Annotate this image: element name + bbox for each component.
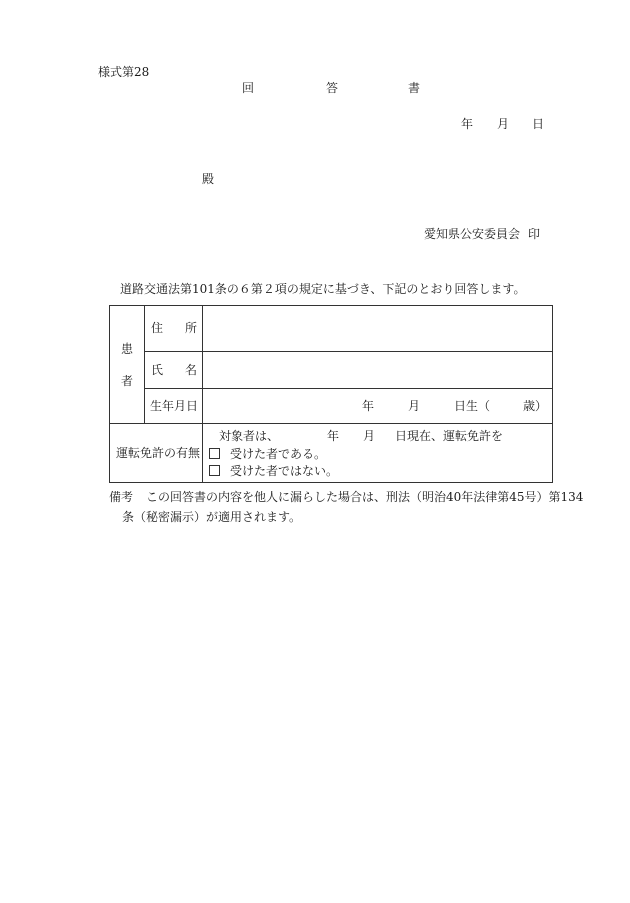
license-label-cell bbox=[110, 424, 203, 483]
name-label-char-2: 名 bbox=[185, 363, 198, 377]
address-label-char-1: 住 bbox=[151, 321, 164, 335]
subject-label-char-2: 者 bbox=[120, 373, 133, 388]
title-char-3: 書 bbox=[408, 81, 421, 95]
license-label: 運転免許の有無 bbox=[116, 446, 201, 460]
birth-year: 年 bbox=[362, 399, 375, 413]
document-title bbox=[0, 82, 630, 96]
name-label-cell bbox=[145, 352, 203, 389]
address-label-cell bbox=[145, 306, 203, 352]
option-received-label: 受けた者である。 bbox=[230, 447, 327, 461]
intro-text: 道路交通法第101条の６第２項の規定に基づき、下記のとおり回答します。 bbox=[120, 282, 526, 296]
note-line-1: この回答書の内容を他人に漏らした場合は、刑法（明治40年法律第45号）第134 bbox=[146, 490, 584, 504]
note-line-2: 条（秘密漏示）が適用されます。 bbox=[122, 510, 302, 524]
title-char-2: 答 bbox=[326, 81, 339, 95]
license-value-cell bbox=[203, 424, 553, 483]
address-row bbox=[110, 306, 553, 352]
note-label: 備考 bbox=[109, 490, 134, 504]
date-year: 年 bbox=[461, 117, 474, 131]
subject-table bbox=[109, 305, 553, 483]
address-label-char-2: 所 bbox=[185, 321, 198, 335]
address-value-cell[interactable] bbox=[203, 306, 553, 352]
birthdate-value-cell[interactable] bbox=[203, 389, 553, 424]
name-row bbox=[110, 352, 553, 389]
seal-mark: 印 bbox=[528, 227, 541, 241]
name-value-cell[interactable] bbox=[203, 352, 553, 389]
birth-day: 日生（ bbox=[454, 399, 491, 413]
license-line1-suffix: 日現在、運転免許を bbox=[395, 429, 504, 443]
date-day: 日 bbox=[532, 117, 545, 131]
issuer: 愛知県公安委員会 bbox=[424, 227, 521, 241]
license-line1-year: 年 bbox=[327, 429, 340, 443]
birthdate-label-cell bbox=[145, 389, 203, 424]
license-line1-prefix: 対象者は、 bbox=[219, 429, 280, 443]
birthdate-label: 生年月日 bbox=[150, 399, 199, 413]
addressee-suffix: 殿 bbox=[202, 172, 215, 186]
option-not-received-label: 受けた者ではない。 bbox=[230, 464, 339, 478]
checkbox-not-received[interactable] bbox=[209, 465, 220, 476]
birthdate-row bbox=[110, 389, 553, 424]
form-number: 様式第28 bbox=[98, 65, 150, 79]
license-line1-month: 月 bbox=[363, 429, 376, 443]
checkbox-received[interactable] bbox=[209, 448, 220, 459]
subject-label-char-1: 患 bbox=[120, 341, 133, 356]
birth-age: 歳） bbox=[523, 399, 548, 413]
date-month: 月 bbox=[497, 117, 510, 131]
title-char-1: 回 bbox=[242, 81, 255, 95]
option-not-received[interactable] bbox=[209, 465, 338, 477]
option-received[interactable] bbox=[209, 448, 326, 460]
name-label-char-1: 氏 bbox=[151, 363, 164, 377]
birth-month: 月 bbox=[408, 399, 421, 413]
license-row bbox=[110, 424, 553, 483]
subject-label-cell bbox=[110, 306, 145, 424]
